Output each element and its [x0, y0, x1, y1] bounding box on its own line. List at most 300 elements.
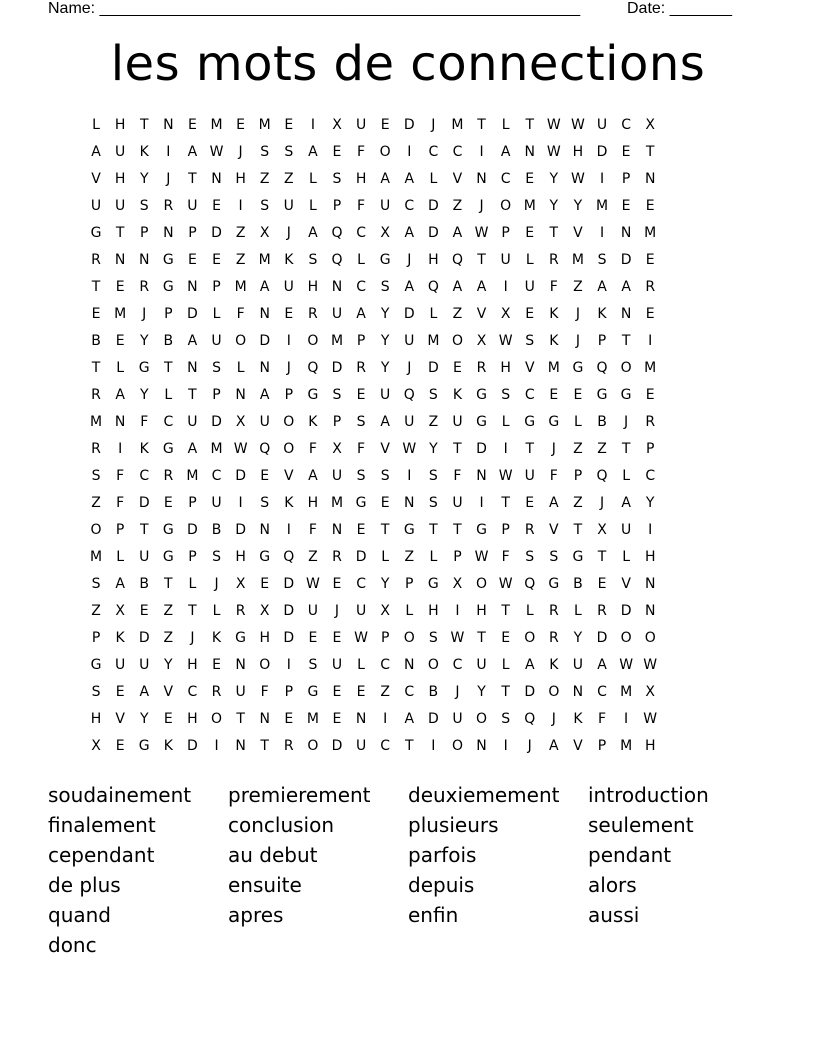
grid-letter: R	[332, 548, 342, 565]
grid-letter: S	[525, 332, 535, 349]
grid-row	[84, 624, 662, 651]
word-bank-item: plusieurs	[408, 813, 499, 837]
grid-letter: Y	[380, 305, 390, 322]
grid-letter: D	[211, 413, 222, 430]
grid-letter: H	[476, 602, 487, 619]
grid-letter: F	[236, 305, 245, 322]
grid-letter: E	[115, 683, 125, 700]
grid-letter: W	[354, 629, 368, 646]
grid-letter: N	[644, 575, 656, 592]
grid-letter: E	[525, 305, 535, 322]
grid-letter: Z	[573, 278, 583, 295]
grid-letter: P	[332, 413, 342, 430]
grid-letter: M	[258, 251, 271, 268]
grid-letter: D	[187, 737, 198, 754]
grid-letter: M	[234, 278, 247, 295]
grid-letter: N	[235, 386, 246, 403]
grid-letter: P	[573, 467, 583, 484]
grid-letter: X	[332, 116, 342, 133]
grid-letter: P	[188, 494, 197, 511]
grid-letter: Y	[139, 386, 149, 403]
grid-letter: P	[501, 521, 510, 538]
grid-letter: A	[549, 737, 559, 754]
grid-letter: A	[308, 143, 318, 160]
word-bank-item: pendant	[588, 843, 672, 867]
grid-letter: X	[259, 224, 270, 241]
grid-letter: E	[163, 710, 173, 727]
grid-letter: H	[355, 170, 367, 187]
word-bank-item: au debut	[228, 843, 318, 867]
grid-letter: T	[429, 521, 438, 538]
grid-letter: X	[91, 737, 101, 754]
grid-letter: N	[476, 170, 487, 187]
grid-letter: U	[476, 656, 487, 673]
grid-letter: D	[620, 602, 632, 619]
grid-letter: Q	[451, 251, 463, 268]
grid-letter: S	[356, 467, 366, 484]
grid-letter: E	[645, 386, 655, 403]
grid-letter: I	[624, 710, 629, 727]
grid-letter: N	[620, 305, 632, 322]
grid-letter: E	[621, 143, 631, 160]
grid-letter: P	[621, 170, 631, 187]
grid-letter: A	[549, 494, 559, 511]
grid-letter: U	[452, 710, 463, 727]
grid-letter: S	[597, 251, 607, 268]
grid-letter: U	[331, 467, 343, 484]
grid-letter: P	[501, 224, 510, 241]
grid-letter: E	[525, 224, 535, 241]
grid-letter: T	[477, 629, 486, 646]
word-search-grid	[84, 111, 662, 759]
grid-row	[84, 435, 662, 462]
grid-letter: D	[355, 548, 367, 565]
grid-letter: G	[427, 575, 439, 592]
grid-letter: G	[162, 548, 174, 565]
grid-letter: A	[308, 467, 318, 484]
grid-letter: I	[455, 602, 460, 619]
grid-letter: L	[308, 170, 317, 187]
grid-letter: F	[357, 143, 366, 160]
grid-letter: T	[164, 575, 173, 592]
grid-letter: E	[284, 710, 294, 727]
grid-letter: I	[407, 143, 412, 160]
grid-letter: V	[163, 683, 174, 700]
grid-letter: C	[356, 224, 366, 241]
grid-letter: G	[162, 251, 174, 268]
grid-letter: M	[306, 710, 319, 727]
grid-letter: D	[427, 224, 439, 241]
grid-letter: E	[115, 278, 125, 295]
grid-letter: R	[308, 305, 318, 322]
grid-letter: D	[331, 359, 343, 376]
grid-letter: S	[332, 170, 342, 187]
grid-letter: Y	[573, 197, 583, 214]
grid-letter: N	[476, 737, 487, 754]
grid-letter: U	[90, 197, 102, 214]
grid-letter: G	[476, 521, 487, 538]
grid-letter: C	[356, 575, 366, 592]
grid-letter: T	[260, 737, 269, 754]
grid-letter: I	[118, 440, 123, 457]
grid-letter: A	[404, 710, 415, 727]
grid-letter: L	[308, 197, 317, 214]
grid-letter: A	[259, 278, 270, 295]
grid-letter: S	[501, 386, 511, 403]
grid-letter: F	[260, 683, 269, 700]
grid-letter: L	[236, 359, 245, 376]
grid-letter: Z	[284, 170, 294, 187]
grid-letter: I	[479, 143, 484, 160]
grid-letter: Q	[331, 251, 343, 268]
grid-letter: E	[525, 494, 535, 511]
grid-letter: D	[235, 467, 246, 484]
grid-letter: S	[212, 359, 221, 376]
grid-letter: Z	[308, 548, 318, 565]
grid-letter: Q	[259, 440, 271, 457]
grid-letter: E	[356, 683, 366, 700]
grid-letter: H	[187, 656, 198, 673]
grid-letter: I	[407, 467, 412, 484]
grid-letter: F	[357, 197, 366, 214]
grid-letter: G	[162, 521, 174, 538]
grid-letter: S	[356, 413, 366, 430]
grid-letter: S	[549, 548, 559, 565]
grid-letter: Y	[645, 494, 655, 511]
grid-row	[84, 651, 662, 678]
grid-letter: S	[91, 575, 101, 592]
word-bank	[48, 780, 768, 960]
grid-letter: G	[548, 413, 560, 430]
grid-letter: R	[139, 278, 150, 295]
grid-letter: N	[620, 224, 632, 241]
grid-letter: H	[114, 116, 126, 133]
grid-letter: H	[644, 737, 656, 754]
grid-letter: K	[115, 629, 125, 646]
grid-letter: S	[260, 143, 270, 160]
grid-letter: U	[307, 602, 319, 619]
grid-letter: L	[501, 656, 510, 673]
grid-letter: F	[549, 467, 558, 484]
grid-letter: D	[427, 710, 439, 727]
grid-letter: M	[330, 494, 344, 511]
grid-letter: J	[431, 116, 436, 133]
grid-letter: X	[259, 602, 270, 619]
grid-letter: N	[331, 521, 343, 538]
grid-letter: P	[188, 548, 197, 565]
word-bank-item: de plus	[48, 873, 121, 897]
grid-letter: P	[212, 386, 221, 403]
grid-letter: J	[575, 305, 580, 322]
grid-letter: S	[212, 548, 221, 565]
grid-letter: N	[235, 737, 246, 754]
grid-letter: A	[452, 278, 463, 295]
grid-letter: I	[238, 494, 243, 511]
grid-letter: S	[428, 629, 438, 646]
grid-letter: B	[428, 683, 439, 700]
grid-letter: J	[551, 440, 556, 457]
grid-letter: I	[431, 737, 436, 754]
grid-letter: G	[138, 737, 150, 754]
grid-letter: U	[524, 278, 535, 295]
grid-letter: E	[115, 332, 125, 349]
grid-letter: A	[404, 170, 415, 187]
grid-letter: T	[236, 710, 245, 727]
grid-letter: U	[404, 413, 415, 430]
grid-letter: J	[575, 332, 580, 349]
grid-letter: G	[476, 386, 487, 403]
grid-letter: W	[571, 170, 585, 187]
grid-letter: E	[91, 305, 101, 322]
grid-letter: E	[549, 386, 559, 403]
grid-letter: F	[597, 710, 607, 727]
grid-letter: Z	[91, 602, 101, 619]
grid-letter: K	[549, 656, 559, 673]
grid-letter: T	[380, 521, 390, 538]
grid-letter: O	[403, 629, 415, 646]
grid-letter: G	[596, 386, 608, 403]
grid-letter: Q	[283, 548, 295, 565]
grid-row	[84, 165, 662, 192]
grid-letter: Y	[429, 440, 438, 457]
grid-letter: M	[90, 548, 103, 565]
grid-letter: E	[332, 683, 342, 700]
grid-letter: W	[233, 440, 248, 457]
grid-letter: B	[91, 332, 101, 349]
grid-letter: W	[305, 575, 320, 592]
grid-row	[84, 489, 662, 516]
grid-letter: Z	[404, 548, 415, 565]
grid-letter: R	[91, 386, 101, 403]
grid-letter: D	[596, 143, 608, 160]
grid-letter: E	[212, 197, 221, 214]
grid-letter: Z	[597, 440, 607, 457]
grid-letter: E	[284, 116, 294, 133]
grid-letter: G	[162, 440, 174, 457]
grid-letter: L	[525, 602, 534, 619]
grid-letter: I	[648, 521, 653, 538]
grid-letter: E	[573, 386, 583, 403]
grid-letter: E	[260, 467, 270, 484]
date-field-label: Date: _______	[627, 0, 732, 17]
grid-letter: X	[597, 521, 607, 538]
grid-letter: D	[427, 359, 439, 376]
grid-letter: A	[356, 305, 366, 322]
grid-letter: C	[404, 683, 415, 700]
grid-letter: J	[286, 359, 291, 376]
grid-letter: O	[620, 629, 632, 646]
grid-letter: S	[308, 251, 318, 268]
grid-letter: C	[187, 683, 198, 700]
grid-letter: C	[452, 143, 463, 160]
grid-letter: R	[163, 467, 174, 484]
grid-letter: E	[187, 251, 197, 268]
grid-letter: W	[498, 332, 513, 349]
grid-letter: D	[283, 602, 295, 619]
grid-letter: G	[379, 251, 391, 268]
grid-letter: K	[308, 413, 318, 430]
grid-letter: U	[452, 413, 463, 430]
grid-letter: D	[620, 251, 632, 268]
grid-letter: S	[380, 278, 390, 295]
grid-letter: V	[91, 170, 101, 187]
grid-letter: U	[355, 116, 367, 133]
grid-letter: L	[429, 548, 438, 565]
grid-letter: J	[407, 251, 412, 268]
grid-letter: Q	[427, 278, 439, 295]
grid-letter: D	[476, 440, 487, 457]
grid-letter: B	[573, 575, 583, 592]
grid-letter: G	[307, 386, 319, 403]
grid-row	[84, 246, 662, 273]
grid-letter: M	[523, 197, 536, 214]
grid-letter: G	[90, 656, 102, 673]
grid-letter: G	[355, 494, 367, 511]
grid-letter: J	[190, 629, 195, 646]
grid-letter: Y	[139, 170, 149, 187]
grid-letter: T	[573, 521, 583, 538]
grid-letter: O	[235, 332, 247, 349]
grid-letter: C	[163, 413, 174, 430]
grid-row	[84, 273, 662, 300]
grid-letter: P	[140, 224, 149, 241]
grid-letter: U	[259, 413, 270, 430]
grid-letter: J	[455, 683, 460, 700]
grid-letter: K	[211, 629, 222, 646]
grid-letter: R	[645, 278, 656, 295]
grid-letter: R	[476, 359, 487, 376]
grid-letter: E	[332, 629, 342, 646]
grid-letter: E	[332, 575, 342, 592]
grid-letter: A	[621, 494, 631, 511]
grid-letter: A	[139, 683, 150, 700]
grid-letter: U	[620, 521, 632, 538]
grid-letter: X	[380, 224, 390, 241]
grid-letter: T	[188, 170, 197, 187]
word-bank-item: enfin	[408, 903, 459, 927]
grid-letter: O	[548, 683, 560, 700]
grid-letter: E	[163, 494, 173, 511]
grid-letter: U	[355, 602, 367, 619]
grid-letter: E	[645, 305, 655, 322]
grid-letter: N	[644, 602, 656, 619]
grid-letter: M	[547, 359, 560, 376]
grid-letter: N	[476, 467, 487, 484]
grid-letter: E	[525, 170, 535, 187]
grid-letter: S	[284, 143, 294, 160]
grid-letter: D	[187, 305, 198, 322]
grid-letter: W	[498, 467, 513, 484]
grid-letter: A	[476, 278, 487, 295]
grid-letter: W	[643, 656, 658, 673]
grid-letter: E	[380, 116, 390, 133]
grid-letter: S	[428, 494, 438, 511]
grid-letter: N	[114, 413, 126, 430]
grid-letter: F	[308, 521, 317, 538]
grid-row	[84, 732, 662, 759]
grid-letter: N	[114, 251, 126, 268]
grid-letter: C	[139, 467, 150, 484]
grid-letter: P	[332, 197, 342, 214]
grid-letter: U	[139, 548, 150, 565]
grid-letter: I	[238, 197, 243, 214]
grid-letter: X	[235, 575, 246, 592]
grid-letter: J	[479, 197, 484, 214]
grid-letter: I	[599, 170, 605, 187]
grid-letter: E	[501, 629, 511, 646]
word-bank-item: introduction	[588, 783, 709, 807]
grid-letter: M	[620, 683, 633, 700]
grid-letter: F	[501, 548, 510, 565]
grid-letter: U	[115, 197, 126, 214]
grid-letter: I	[503, 737, 508, 754]
grid-letter: L	[357, 251, 365, 268]
grid-letter: H	[235, 548, 246, 565]
grid-letter: D	[596, 629, 608, 646]
grid-letter: T	[477, 116, 486, 133]
grid-letter: I	[503, 278, 508, 295]
grid-letter: P	[597, 332, 607, 349]
grid-letter: F	[116, 494, 125, 511]
grid-letter: D	[138, 494, 150, 511]
grid-letter: L	[188, 575, 197, 592]
grid-letter: E	[187, 116, 197, 133]
grid-letter: T	[188, 386, 197, 403]
grid-letter: W	[546, 116, 561, 133]
grid-letter: K	[452, 386, 463, 403]
grid-letter: B	[163, 332, 174, 349]
grid-letter: E	[356, 386, 366, 403]
grid-letter: T	[139, 521, 149, 538]
grid-letter: U	[331, 305, 343, 322]
grid-letter: F	[116, 467, 125, 484]
grid-letter: D	[187, 521, 198, 538]
grid-letter: A	[597, 656, 607, 673]
grid-letter: K	[284, 494, 294, 511]
grid-letter: N	[259, 710, 270, 727]
grid-letter: Y	[139, 710, 149, 727]
grid-letter: P	[405, 575, 414, 592]
grid-letter: O	[283, 413, 295, 430]
grid-letter: R	[235, 602, 246, 619]
grid-letter: M	[210, 440, 223, 457]
grid-letter: T	[164, 359, 173, 376]
grid-letter: Q	[596, 467, 608, 484]
grid-letter: A	[500, 143, 511, 160]
grid-letter: G	[138, 359, 150, 376]
grid-row	[84, 408, 662, 435]
grid-letter: C	[356, 278, 366, 295]
grid-letter: J	[214, 575, 219, 592]
grid-row	[84, 354, 662, 381]
grid-letter: G	[235, 629, 247, 646]
grid-letter: O	[90, 521, 102, 538]
grid-letter: C	[597, 683, 607, 700]
grid-letter: Q	[524, 575, 536, 592]
grid-letter: Z	[452, 305, 463, 322]
grid-letter: C	[380, 656, 391, 673]
grid-letter: T	[597, 548, 607, 565]
grid-letter: L	[525, 251, 534, 268]
grid-letter: Y	[549, 197, 559, 214]
grid-letter: Z	[163, 602, 174, 619]
grid-letter: J	[166, 170, 171, 187]
grid-letter: S	[91, 467, 101, 484]
grid-letter: T	[621, 440, 631, 457]
word-bank-item: premierement	[228, 783, 371, 807]
grid-letter: U	[331, 656, 343, 673]
grid-letter: M	[114, 305, 127, 322]
